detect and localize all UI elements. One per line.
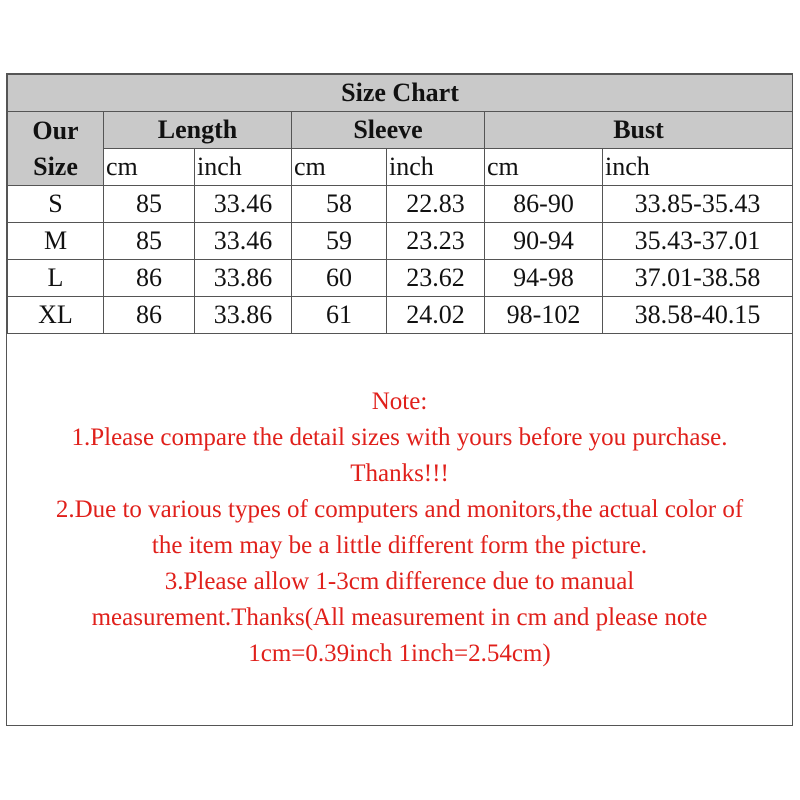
size-cell: XL [8,297,104,334]
table-cell: 33.85-35.43 [603,186,793,223]
table-cell: 59 [292,223,387,260]
table-cell: 38.58-40.15 [603,297,793,334]
table-cell: 35.43-37.01 [603,223,793,260]
size-cell: L [8,260,104,297]
table-cell: 22.83 [387,186,485,223]
unit-cell: inch [603,149,793,186]
table-cell: 85 [104,223,195,260]
table-row [8,186,793,223]
size-chart-table [7,74,793,334]
size-cell: M [8,223,104,260]
note-line: measurement.Thanks(All measurement in cm and please note [91,604,708,631]
table-cell: 37.01-38.58 [603,260,793,297]
note-line: 3.Please allow 1-3cm difference due to manual [164,568,635,595]
table-cell: 98-102 [485,297,603,334]
table-row [8,223,793,260]
table-cell: 23.62 [387,260,485,297]
unit-cell: cm [485,149,603,186]
table-cell: 33.46 [195,186,292,223]
table-row [8,260,793,297]
table-cell: 33.86 [195,297,292,334]
table-cell: 61 [292,297,387,334]
note-line: Thanks!!! [350,460,449,487]
table-cell: 94-98 [485,260,603,297]
table-cell: 86 [104,260,195,297]
note-line: 1cm=0.39inch 1inch=2.54cm) [248,640,551,667]
group-header-row [8,112,793,149]
table-cell: 23.23 [387,223,485,260]
notes-block [7,384,792,672]
note-line: 1.Please compare the detail sizes with yours before you purchase. [71,424,728,451]
table-cell: 60 [292,260,387,297]
size-chart-frame [6,73,793,726]
title-row [8,75,793,112]
size-header-line2: Size [33,151,78,181]
table-cell: 33.46 [195,223,292,260]
length-header: Length [104,112,292,149]
unit-cell: inch [387,149,485,186]
size-cell: S [8,186,104,223]
table-cell: 33.86 [195,260,292,297]
table-cell: 24.02 [387,297,485,334]
unit-cell: cm [104,149,195,186]
table-cell: 86 [104,297,195,334]
size-header-line1: Our [32,115,79,145]
table-row [8,297,793,334]
note-line: the item may be a little different form the picture. [151,532,648,559]
table-cell: 86-90 [485,186,603,223]
unit-row [8,149,793,186]
bust-header: Bust [485,112,793,149]
note-heading: Note: [371,388,428,415]
sleeve-header: Sleeve [292,112,485,149]
unit-cell: cm [292,149,387,186]
size-column-header [8,112,104,186]
unit-cell: inch [195,149,292,186]
note-line: 2.Due to various types of computers and monitors,the actual color of [55,496,744,523]
table-cell: 58 [292,186,387,223]
table-title: Size Chart [8,75,793,112]
table-cell: 85 [104,186,195,223]
table-cell: 90-94 [485,223,603,260]
